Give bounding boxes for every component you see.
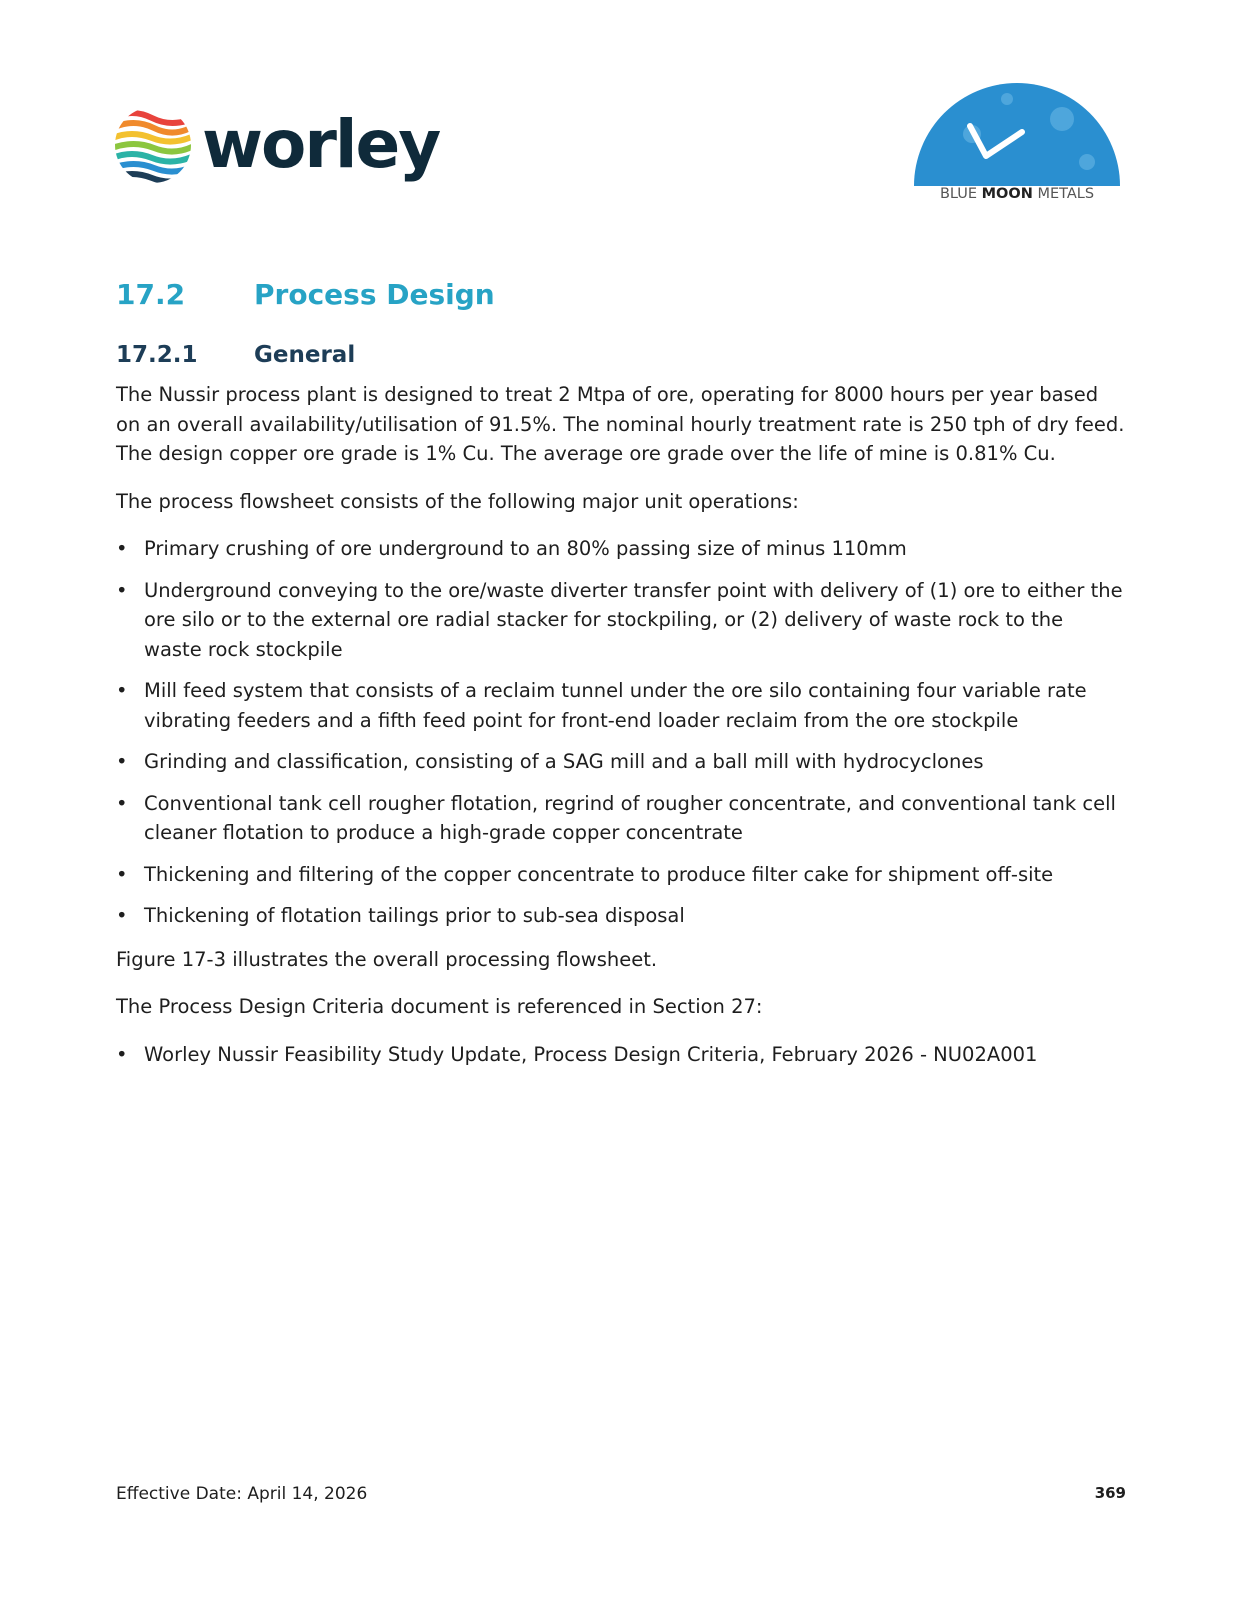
references-list [116,1040,1126,1070]
page-footer [116,1484,1126,1504]
subsection-number: 17.2.1 [116,342,198,368]
moon-icon [912,74,1122,186]
list-item: • Underground conveying to the ore/waste diverter transfer point with delivery of (1) ore to either the ore silo or to the external ore radial stacker for stockpiling, or (2) delivery of waste rock to the waste rock stockpile [116,578,1123,661]
list-item: • Primary crushing of ore underground to an 80% passing size of minus 110mm [116,537,907,560]
subsection-title: General [254,342,356,368]
effective-date: Effective Date: April 14, 2026 [116,1484,368,1504]
subsection-heading [116,342,355,368]
section-number: 17.2 [116,278,186,311]
blue-moon-metals-logo [912,74,1122,204]
list-item: • Mill feed system that consists of a reclaim tunnel under the ore silo containing four variable rate vibrating feeders and a fifth feed point for front-end loader reclaim from the ore stockpile [116,679,1087,732]
figure-reference-paragraph: Figure 17-3 illustrates the overall processing flowsheet. [116,947,658,971]
criteria-lead-paragraph: The Process Design Criteria document is referenced in Section 27: [116,995,763,1018]
list-item: • Thickening of flotation tailings prior to sub-sea disposal [116,904,685,927]
section-heading [116,278,495,311]
blue-moon-metals-text: BLUE MOON METALS [939,186,1095,202]
list-item: • Worley Nussir Feasibility Study Update, Process Design Criteria, February 2026 - NU02A001 [116,1042,1038,1066]
page-number: 369 [1094,1484,1126,1502]
list-item: • Thickening and filtering of the copper concentrate to produce filter cake for shipment off-site [116,862,1054,886]
worley-wordmark: worley [202,106,440,183]
list-item: • Grinding and classification, consisting of a SAG mill and a ball mill with hydrocyclones [116,750,984,773]
operations-list [116,534,1126,931]
section-title: Process Design [254,278,495,311]
flowsheet-lead-paragraph: The process flowsheet consists of the following major unit operations: [116,489,799,513]
worley-globe-icon [112,104,194,186]
intro-paragraph: The Nussir process plant is designed to treat 2 Mtpa of ore, operating for 8000 hours per year based on an overall availability/utilisation of 91.5%. The nominal hourly treatment rate is 250 tph of dry feed. The design copper ore grade is 1% Cu. The average ore grade over the life of mine is 0.81% Cu. [116,383,1125,465]
worley-logo [112,104,452,190]
list-item: • Conventional tank cell rougher flotation, regrind of rougher concentrate, and conventional tank cell cleaner flotation to produce a high-grade copper concentrate [116,791,1116,844]
document-body [116,380,1126,1083]
